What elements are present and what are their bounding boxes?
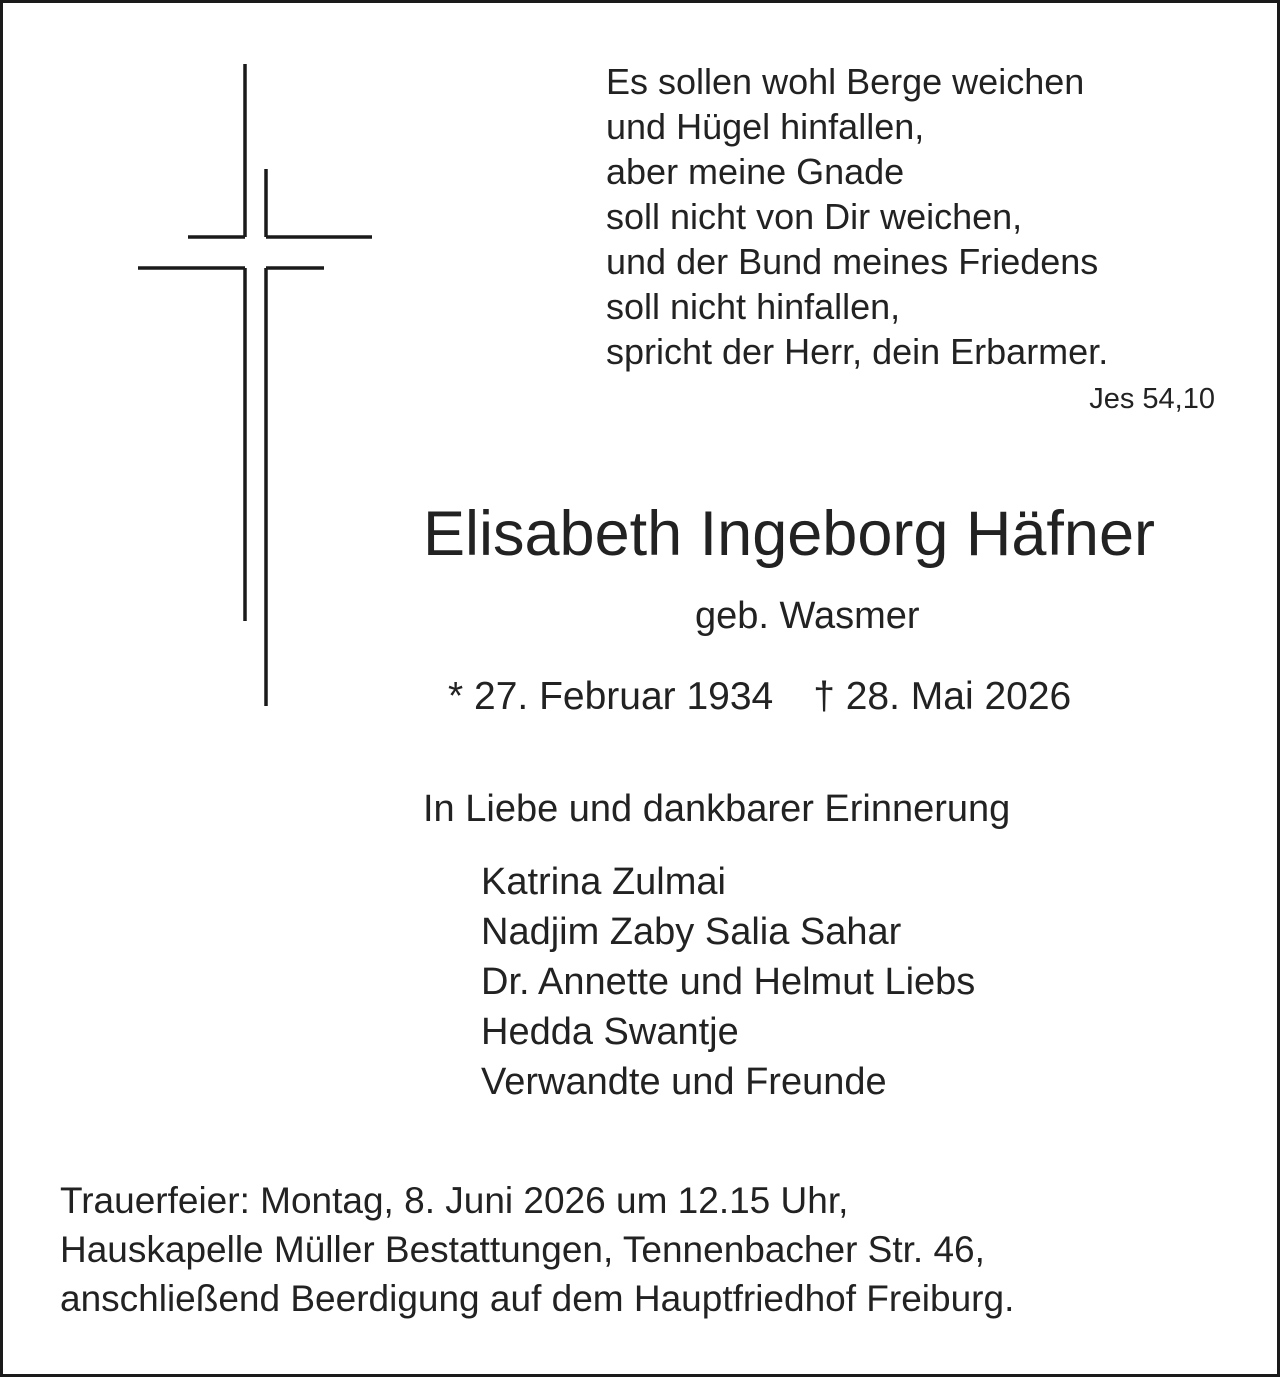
mourner: Katrina Zulmai xyxy=(481,861,726,903)
funeral-details xyxy=(60,1176,1014,1323)
mourner: Nadjim Zaby Salia Sahar xyxy=(481,911,902,953)
mourner: Dr. Annette und Helmut Liebs xyxy=(481,961,976,1003)
verse-line: soll nicht von Dir weichen, xyxy=(606,196,1023,237)
death-date: † 28. Mai 2026 xyxy=(813,675,1072,718)
maiden-name: geb. Wasmer xyxy=(695,595,920,637)
remembrance-line: In Liebe und dankbarer Erinnerung xyxy=(423,788,1011,830)
bible-verse xyxy=(606,59,1108,374)
cross-icon xyxy=(3,3,403,723)
verse-line: aber meine Gnade xyxy=(606,151,905,192)
verse-line: und der Bund meines Friedens xyxy=(606,241,1099,282)
life-dates xyxy=(448,675,1071,719)
funeral-line: Trauerfeier: Montag, 8. Juni 2026 um 12.15 Uhr, xyxy=(60,1180,849,1221)
verse-line: Es sollen wohl Berge weichen xyxy=(606,61,1085,102)
deceased-name: Elisabeth Ingeborg Häfner xyxy=(423,499,1155,569)
verse-line: soll nicht hinfallen, xyxy=(606,286,901,327)
mourner: Hedda Swantje xyxy=(481,1011,739,1053)
funeral-line: anschließend Beerdigung auf dem Hauptfriedhof Freiburg. xyxy=(60,1278,1015,1319)
mourner: Verwandte und Freunde xyxy=(481,1061,887,1103)
birth-date: * 27. Februar 1934 xyxy=(448,675,774,718)
verse-line: spricht der Herr, dein Erbarmer. xyxy=(606,331,1109,372)
mourners-list xyxy=(481,857,975,1107)
verse-reference: Jes 54,10 xyxy=(1089,383,1215,415)
verse-line: und Hügel hinfallen, xyxy=(606,106,925,147)
funeral-line: Hauskapelle Müller Bestattungen, Tennenbacher Str. 46, xyxy=(60,1229,985,1270)
